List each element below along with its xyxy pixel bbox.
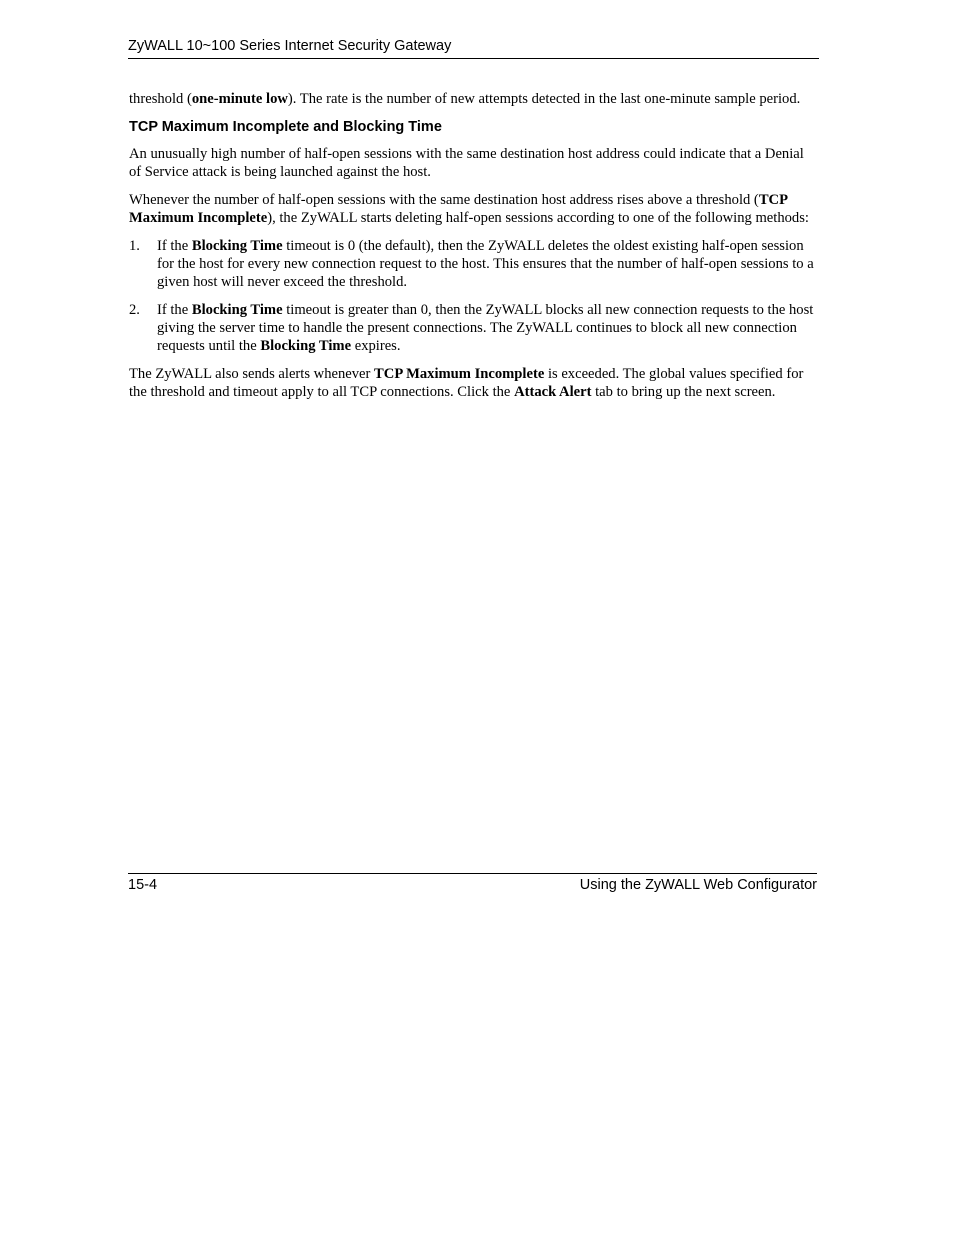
header-title: ZyWALL 10~100 Series Internet Security Gateway — [128, 38, 452, 54]
term-blocking-time: Blocking Time — [191, 238, 283, 254]
term-tcp-max-incomplete: TCP Maximum Incomplete — [374, 366, 545, 382]
footer-section-title: Using the ZyWALL Web Configurator — [579, 877, 817, 893]
paragraph-dos: An unusually high number of half-open sessions with the same destination host address could indicate that a Denial of Service attack is being launched against the host. — [129, 146, 804, 180]
paragraph-alerts: The ZyWALL also sends alerts whenever TCP Maximum Incomplete is exceeded. The global values specified for the threshold and timeout apply to all TCP connections. Click the Attack Alert tab to bring up the next screen. — [129, 366, 804, 400]
page-header — [128, 37, 819, 59]
page-content — [129, 90, 815, 411]
page-footer — [128, 873, 817, 894]
list-number: 2. — [129, 302, 140, 318]
list-number: 1. — [129, 238, 140, 254]
paragraph-threshold: threshold (one-minute low). The rate is the number of new attempts detected in the last one-minute sample period. — [129, 91, 801, 107]
list-item: 2. If the Blocking Time timeout is greater than 0, then the ZyWALL blocks all new connection requests to the host giving the server time to handle the present connections. The ZyWALL continues to block all new connection requests until the Blocking Time expires. — [129, 302, 814, 354]
term-tcp-max-incomplete: TCP Maximum Incomplete — [129, 192, 788, 226]
paragraph-half-open: Whenever the number of half-open sessions with the same destination host address rises above a threshold (TCP Maximum Incomplete), the ZyWALL starts deleting half-open sessions according to one of the following methods: — [129, 192, 809, 226]
methods-list — [129, 237, 815, 355]
term-one-minute-low: one-minute low — [191, 91, 288, 107]
term-attack-alert: Attack Alert — [514, 384, 592, 400]
section-heading: TCP Maximum Incomplete and Blocking Time — [129, 119, 442, 135]
term-blocking-time: Blocking Time — [191, 302, 283, 318]
list-item: 1. If the Blocking Time timeout is 0 (the default), then the ZyWALL deletes the oldest existing half-open session for the host for every new connection request to the host. This ensures that the number of half-open sessions to a given host will never exceed the threshold. — [129, 238, 814, 290]
term-blocking-time: Blocking Time — [260, 338, 352, 354]
page-number: 15-4 — [128, 877, 158, 893]
